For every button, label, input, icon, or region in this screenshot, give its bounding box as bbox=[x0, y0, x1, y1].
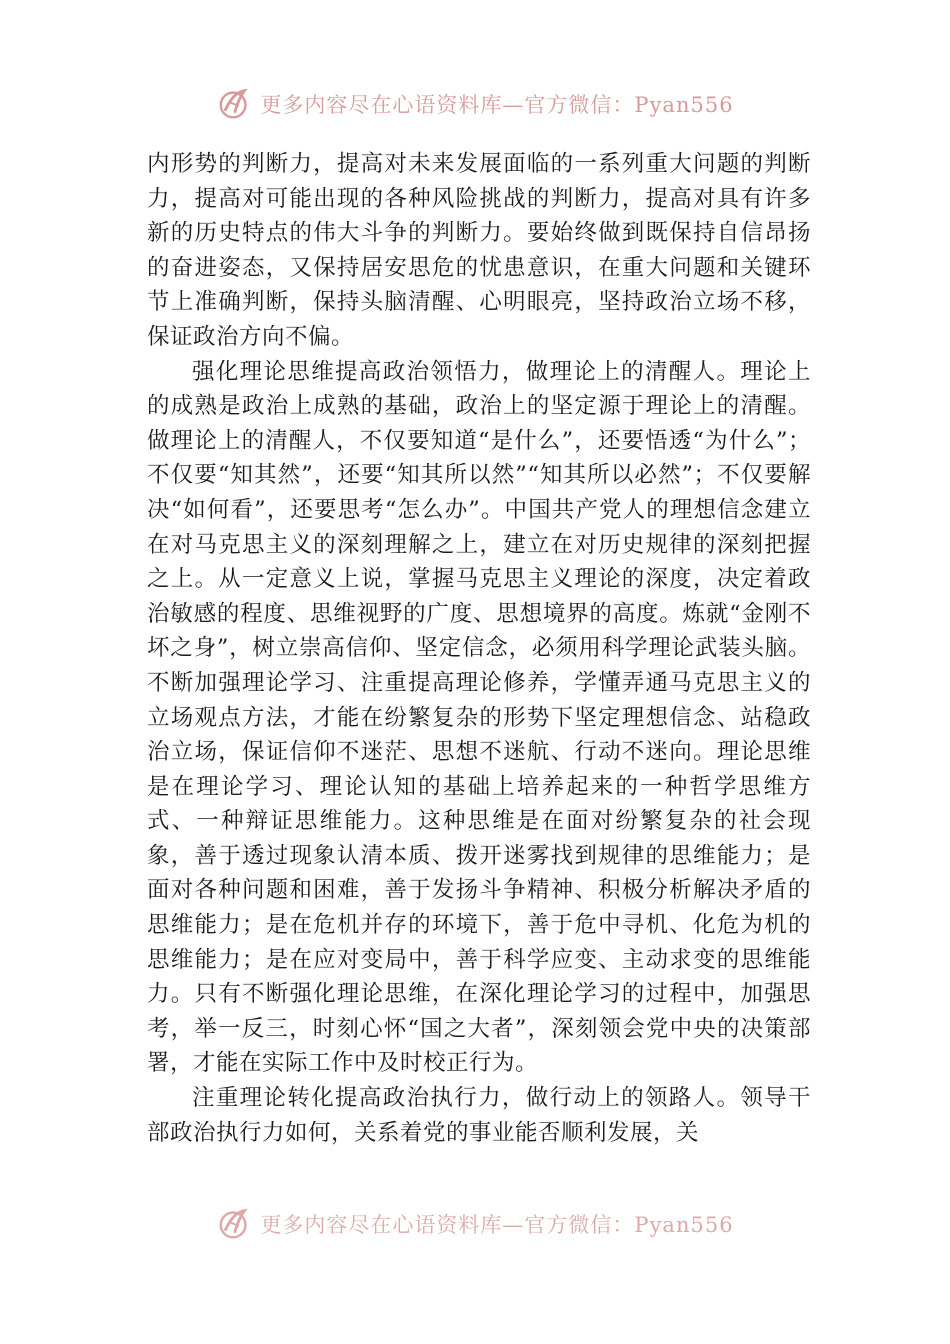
paragraph-theory-thinking: 强化理论思维提高政治领悟力，做理论上的清醒人。理论上的成熟是政治上成熟的基础，政治上的坚定源于理论上的清醒。做理论上的清醒人，不仅要知道“是什么”，还要悟透“为什么”；不仅要“知其然”，还要“知其所以然”“知其所以必然”；不仅要解决“如何看”，还要思考“怎么办”。中国共产党人的理想信念建立在对马克思主义的深刻理解之上，建立在对历史规律的深刻把握之上。从一定意义上说，掌握马克思主义理论的深度，决定着政治敏感的程度、思维视野的广度、思想境界的高度。炼就“金刚不坏之身”，树立崇高信仰、坚定信念，必须用科学理论武装头脑。不断加强理论学习、注重提高理论修养，学懂弄通马克思主义的立场观点方法，才能在纷繁复杂的形势下坚定理想信念、站稳政治立场，保证信仰不迷茫、思想不迷航、行动不迷向。理论思维是在理论学习、理论认知的基础上培养起来的一种哲学思维方式、一种辩证思维能力。这种思维是在面对纷繁复杂的社会现象，善于透过现象认清本质、拨开迷雾找到规律的思维能力；是面对各种问题和困难，善于发扬斗争精神、积极分析解决矛盾的思维能力；是在危机并存的环境下，善于危中寻机、化危为机的思维能力；是在应对变局中，善于科学应变、主动求变的思维能力。只有不断强化理论思维，在深化理论学习的过程中，加强思考，举一反三，时刻心怀“国之大者”，深刻领会党中央的决策部署，才能在实际工作中及时校正行为。 bbox=[147, 358, 811, 1077]
watermark-text: 更多内容尽在心语资料库—官方微信：Pyan556 bbox=[260, 1213, 734, 1237]
paragraph-theory-transformation: 注重理论转化提高政治执行力，做行动上的领路人。领导干部政治执行力如何，关系着党的事业能否顺利发展，关 bbox=[147, 1085, 811, 1146]
watermark-text: 更多内容尽在心语资料库—官方微信：Pyan556 bbox=[260, 93, 734, 117]
header-watermark bbox=[0, 84, 950, 124]
seal-logo-icon bbox=[216, 85, 254, 123]
seal-logo-icon bbox=[216, 1205, 254, 1243]
paragraph-continued: 内形势的判断力，提高对未来发展面临的一系列重大问题的判断力，提高对可能出现的各种风险挑战的判断力，提高对具有许多新的历史特点的伟大斗争的判断力。要始终做到既保持自信昂扬的奋进姿态，又保持居安思危的忧患意识，在重大问题和关键环节上准确判断，保持头脑清醒、心明眼亮，坚持政治立场不移，保证政治方向不偏。 bbox=[147, 151, 811, 350]
footer-watermark bbox=[0, 1204, 950, 1244]
document-body bbox=[147, 147, 811, 1150]
